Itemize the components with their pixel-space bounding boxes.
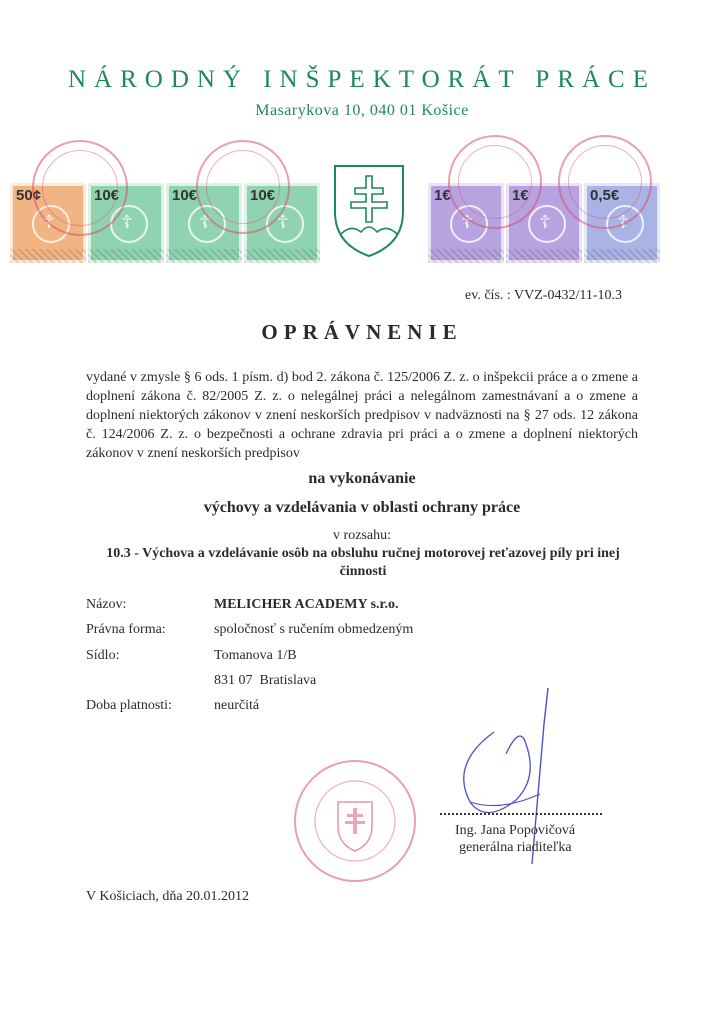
double-cross-icon: ☦ [277, 212, 289, 232]
name-value: MELICHER ACADEMY s.r.o. [214, 597, 399, 612]
stamp-value: 10€ [94, 187, 120, 204]
seat-label: Sídlo: [86, 648, 120, 663]
ink-seal-icon [448, 135, 542, 229]
ink-seal-icon [196, 140, 290, 234]
signatory-role: generálna riaditeľka [459, 840, 572, 855]
double-cross-icon: ☦ [617, 212, 629, 232]
institution-name: NÁRODNÝ INŠPEKTORÁT PRÁCE [67, 66, 656, 93]
stamp-value: 1€ [512, 187, 529, 204]
institution-address: Masarykova 10, 040 01 Košice [255, 102, 469, 119]
scope-label: v rozsahu: [333, 528, 391, 543]
seat-street: Tomanova 1/B [214, 648, 297, 663]
purpose-heading: na vykonávanie [308, 470, 416, 487]
stamp-value: 10€ [172, 187, 198, 204]
double-cross-icon: ☦ [121, 212, 133, 232]
signatory-name: Ing. Jana Popovičová [455, 823, 576, 838]
legal-form-value: spoločnosť s ručením obmedzeným [214, 622, 414, 637]
signature-line [440, 813, 602, 815]
scope-text: 10.3 - Výchova a vzdelávanie osôb na obsluhu ručnej motorovej reťazovej píly pri inej činnosti [106, 546, 620, 579]
legal-basis-paragraph: vydané v zmysle § 6 ods. 1 písm. d) bod 2. zákona č. 125/2006 Z. z. o inšpekcii práce a o zmene a doplnení zákona č. 82/2005 Z. z. o nelegálnej práci a nelegálnom zamestnávaní a o zmene a doplnení niektorých zákonov v znení neskorších predpisov v nadväznosti na § 27 ods. 12 zákona č. 124/2006 Z. z. o bezpečnosti a ochrane zdravia pri práci a o zmene a doplnení niektorých zákonov v znení neskorších predpisov [86, 370, 638, 461]
evidence-number: ev. čís. : VVZ-0432/11-10.3 [465, 288, 622, 303]
place-and-date: V Košiciach, dňa 20.01.2012 [86, 889, 250, 904]
double-cross-icon: ☦ [539, 212, 551, 232]
coat-of-arms-icon [331, 162, 407, 258]
validity-label: Doba platnosti: [86, 698, 172, 713]
official-seal-icon [290, 756, 420, 886]
ink-seal-icon [32, 140, 128, 236]
stamp-value: 50¢ [16, 187, 42, 204]
ink-seal-icon [558, 135, 652, 229]
seat-city: 831 07 Bratislava [214, 673, 317, 688]
double-cross-icon: ☦ [43, 212, 55, 232]
stamp-value: 1€ [434, 187, 451, 204]
double-cross-icon: ☦ [199, 212, 211, 232]
validity-value: neurčitá [214, 698, 260, 713]
document-title: OPRÁVNENIE [261, 320, 463, 344]
stamp-value: 0,5€ [590, 187, 620, 204]
stamp-value: 10€ [250, 187, 276, 204]
purpose-subheading: výchovy a vzdelávania v oblasti ochrany práce [203, 499, 521, 516]
legal-form-label: Právna forma: [86, 622, 166, 637]
double-cross-icon: ☦ [461, 212, 473, 232]
name-label: Názov: [86, 597, 127, 612]
